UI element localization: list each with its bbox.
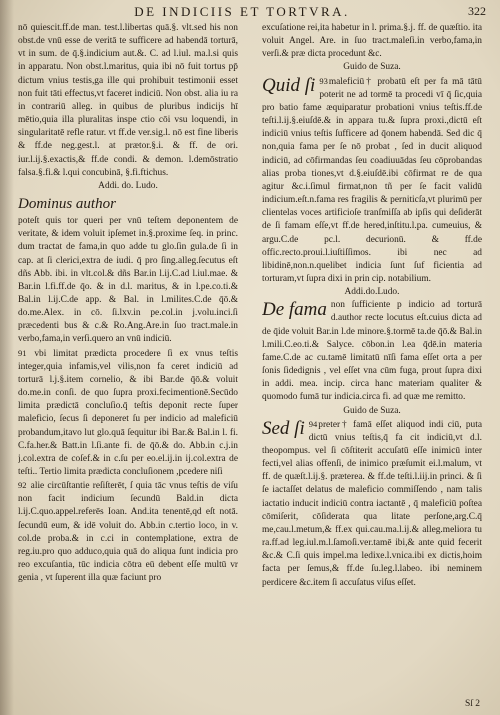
section-heading-sed-si: Sed ſi [262, 417, 305, 439]
item-number-93: 93 [319, 75, 328, 86]
right-paragraph-4-wrap [262, 418, 482, 590]
right-paragraph-3-wrap [262, 299, 482, 404]
item-number-91: 91 [18, 347, 27, 358]
section-heading-de-fama: De fama [262, 299, 327, 321]
left-addition-label: Addi. do. Ludo. [98, 180, 158, 191]
right-paragraph-3: non ſufficiente p indicio ad torturā d.author recte locutus eſt.cuius dicta ad de q̄ide voluit Bar.in l.de minore.§.tormē ta.de q̄ō.& Bal.in l.mili.C.eo.ti.& Salyce. cōbon.in l.ea q̄dē.in materia fame.C.de ac cu.tamē limitatū nīſi fama eſſet orta a per ſonis ſidedignis , vel eſſet vna cūm fuga, prout ſupra dixi in addi. mea. incip. circa hanc materiam qualiter & quomodo fumā tur indicia.circa fi. ad quæ me remitto. [262, 300, 482, 403]
gutter-shadow [0, 0, 14, 715]
right-addition-label-3: Guido de Suza. [343, 405, 401, 416]
left-column [18, 22, 238, 712]
right-paragraph-1: excuſatione rei,ita habetur in l. prima.§.j. ff. de quæſtio. ita voluit Angel. Are. in ſuo tract.maleſi.in verbo,fama,in verſi.& præ dicta procedunt &c. [262, 23, 482, 60]
right-paragraph-2: maleficiū† probatū eſt per fa mā tātū poterit ne ad tormē ta procedi vī q̄ ſic,quia pro batio fame æquiparatur probationi vnius teſtis.ff.de teſti.l.ij.§.eiuſdē.& in appara tu.& ſupra proxi.,dictū eſt indiciū vnius teſtis ſufficere ad q̄onem habendā. Sed dic q̄ non,quia fama per ſe nō probat , ſed in ducit aliquod indiciū, ad cōfirmandas ſeu coadiuuādas ſeu cōprobandas alias proba tiones,vt d.§.eiuſdē.ibi cōfirmat re de qua agitur &c.i.ſimul firmat,non tñ per ſe facit validū indicium.eſt.n.fama res fragilis & perniticſa,vt plurimū per clientelas voces artificioſe tranſmiſſa ab ipſis qui deſiderāt de ſi famam eſſe,vt ff.de hered,inſtitu.l.pa. cumeuius, & argu.C.de pc.l. decurionū. & ff.de offic.recto.proui.l.iuſtiſſimos. ibi nec ad libidinē,non.n.quelibet indicia ſunt ſuf ficientia ad torturam,vt ſupra dixi in prin cip. notabilium. [262, 76, 482, 284]
section-heading-dominus-author: Dominus author [18, 196, 116, 213]
right-addition-label-2: Addi.do.Ludo. [344, 287, 400, 298]
left-paragraph-3: vbi limitat prædicta procedere ſi ex vnus teſtis integer,quia infamis,vel vilis,non fa ceret indiciū ad torturā l.j.§.item cornelio, & ibi Bar.de q̄ō.& voluit do.me.in conſi. de quo ſupra proxi.fecimentionē.Secūdo limita prædictā concluſio.q̄ teſtis deponit recte ſuper maleficio, ſecus ſi deponeret ſu per indicio ad maleficiū probandum,itavo lut glo.quā ſequitur ibi Bar.& Bal.in l. fi. C.fa.her.& Batt.in l.ſi.ante fi. de q̄ō.& do. Abb.in c.j.in j.col.extra de coſef.& in c.ſu per eo.el.ij.in ij.col.extra de teſti.. Tertio limita prædicta concluſionem ,pcedere niſi [18, 348, 238, 477]
left-paragraph-1: nō quiescit.ff.de man. test.l.libertas quā.§. vlt.sed his non obst.de vnū esse de veritā te sufficere ad habendā torturā, vt in sum. de q̄.§.indicium aut.&. C. ad l.iul. ma.l.si quis in apparatu. Non obst.l.maritus, quia ibi nō fuit tortus pp̄ dictum vnius testis,ga ille qui prohibuit testimonii esset non fuit tāti effectus,vt faceret indiciū. Non obst. alia iu ra in contrariū alleg. in quibus de pluribus indicijs hī mētio,quia illa pluralitas inspe ctio cōi vsu loquendi, in singularitatē refle ratur. vt ff.de ver.sig.l. nō est fine liberis & ff.de neg.gest.l. at prætor.§.i. & ff. de ori. iur.l.ij.§.exactis,& ff.de condi. & demon. l.demōstratio falsa.§.fi.& l.qui concubinā, §.fi.ftichus. [18, 23, 238, 178]
signature-mark: Sſ 2 [464, 699, 480, 709]
right-paragraph-2-wrap [262, 75, 482, 287]
section-heading-quid-si: Quid ſi [262, 74, 316, 96]
right-addition-label-1: Guido de Suza. [343, 62, 401, 73]
left-paragraph-4-wrap [18, 479, 238, 585]
left-paragraph-2: poteſt quis tor queri per vnū teſtem deponentem de veritate, & idem voluit ipſemet in.§.proxime ſeq. in princ. dum tractat de fama,in quo adde tu glo.ſin gula.de ſi in cap. at ſi clerici,extra de iudi. q̄ pro ſing.alleg.ſecutus eſt dñs Abb. ibi. in vlt.col.& dñs Bar.in l.ij.C.ad l.iul.mae. & Bar.in l.fi.ff.de q̄o. & in d.l. maritus, & in l.pe.co.ti.& Bal.in l.ij.C.de app. & Bal. in l.milites.C.de q̄ō.& do.me.Alex. in cō. ſi.lxv.in pe.col.in j.volu.inci.ſi præcedenti bus & c.& Ro.Ang.Are.in ſuo tract.male.in verbo,fama,in verſi.quero an vnū indiciū. [18, 216, 238, 345]
right-column [262, 22, 482, 704]
running-head: DE INDICIIS ET TORTVRA. [134, 4, 350, 19]
item-number-92: 92 [18, 480, 27, 491]
right-paragraph-4: preter† famā eſſet aliquod indi ciū, puta dictū vnius teſtis,q̄ fa cit indiciū,vt d.l. theopompus. vel ſi cōſtiterit accuſatū eſſe inimicū inter fecti,vel alias offenſi, de inimico præſumit ei.l.malum, vt ff. de quæſt.l.ij.§. præterea. & ff.de teſti.l.iij.in princi. & ſi ſe iactaſſet delatus de maleficio commiſſendo , nam talis iactatio inducit indiciū contra iactantē , q̄ maleficiū poſtea cōmiſerit, cōſiderata qua litate perſone,arg.C.q̄ me,cau.l.metum,& ff.ex qui.cau.ma.l.ij.& alleg.meliora tu ra.ff.ad leg.iul.m.l.ſamoſi.ver.tamē ibi,& ante quid fecerit &c.& C.ſi quis impel.ma ledixe.l.vnica.ibi ex dictis,hoim facta per ſemus,& ff.de ſu.leg.l.labeo. ibi neminem perdicere &c.item ſi accuſatus viſus eſſet. [262, 419, 482, 588]
page-number: 322 [468, 4, 486, 18]
left-paragraph-4: alie circūſtantie reſiſterēt, ſ quia tāc vnus teſtis de viſu non facit indicium ſecundū Bald.in dicta l.ij.C.quo.appel.referēs Ioan. And.ita tenentē,qd eſt notā. ſecundū eum, & idē voluit do. Abb.in c.tertio loco, in v. col.de proba.& in c.ci in contemplatione, extra de reg.iu.pro quo adduco,quia quā do aliqua ſunt indicia pro reo excuſantia, tūc indicia cōtra eū debent eſſe multū vr genia , vt ſuperent illa quæ faciunt pro [18, 481, 238, 584]
item-number-94: 94 [308, 418, 318, 429]
left-paragraph-3-wrap [18, 347, 238, 480]
